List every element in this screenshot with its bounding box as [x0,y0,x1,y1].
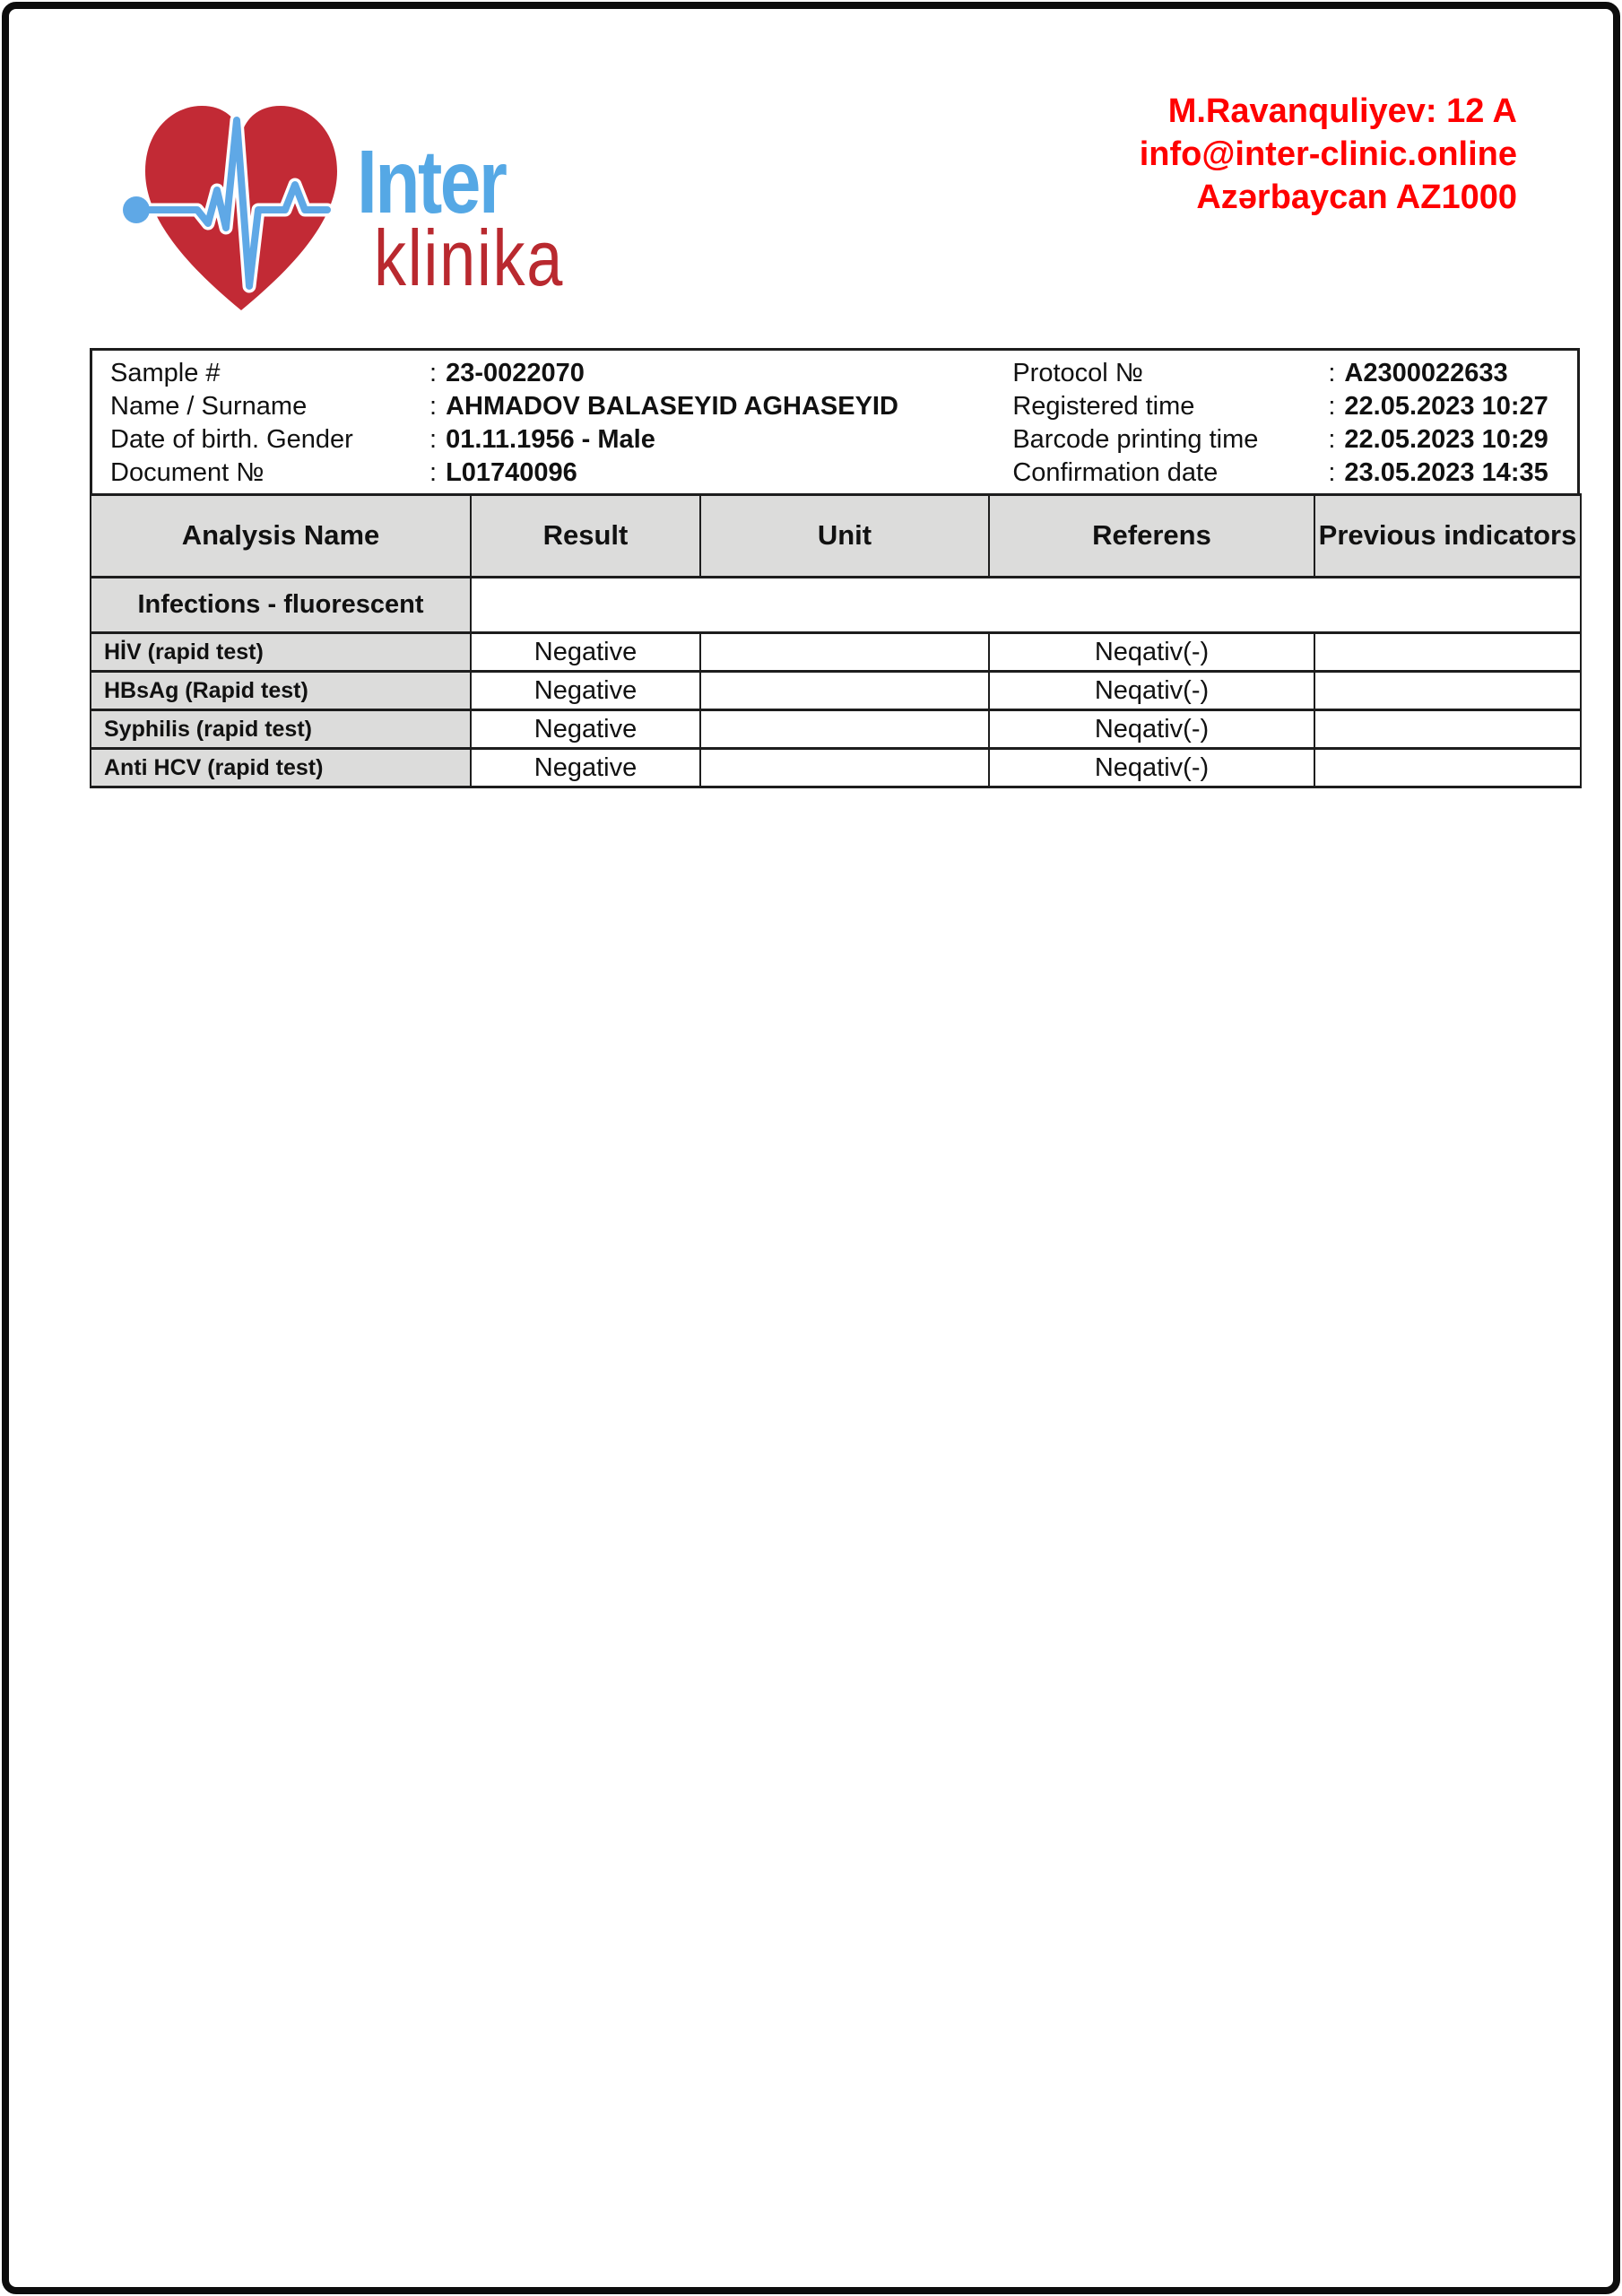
patient-info-right-column [999,357,1577,493]
previous-cell [1314,749,1581,787]
section-title: Infections - fluorescent [91,578,471,633]
sample-value: : 23-0022070 [429,359,585,387]
protocol-value: : A2300022633 [1328,359,1508,387]
registered-value: : 22.05.2023 10:27 [1328,392,1548,421]
confirmation-label: Confirmation date [1012,458,1219,487]
header-unit: Unit [700,495,989,578]
birth-gender-value: : 01.11.1956 - Male [429,425,655,454]
clinic-contact-block [1140,90,1517,219]
referens-cell: Neqativ(-) [989,749,1314,787]
contact-line-email: info@inter-clinic.online [1139,135,1517,173]
header-analysis-name: Analysis Name [91,495,471,578]
analysis-name-cell: HİV (rapid test) [91,633,471,672]
results-table [90,493,1582,788]
header-referens: Referens [989,495,1314,578]
info-row-document [110,457,999,490]
table-row [91,672,1581,710]
table-row [91,710,1581,749]
previous-cell [1314,672,1581,710]
header-result: Result [471,495,700,578]
protocol-label: Protocol № [1012,359,1143,387]
name-value: : AHMADOV BALASEYID AGHASEYID [429,392,898,421]
result-cell: Negative [471,749,700,787]
registered-label: Registered time [1012,392,1195,421]
heart-ekg-logo-icon [109,84,360,335]
confirmation-value: : 23.05.2023 14:35 [1328,458,1548,487]
analysis-name-cell: Syphilis (rapid test) [91,710,471,749]
document-label: Document № [110,458,265,487]
result-cell: Negative [471,672,700,710]
info-row-barcode [1012,423,1577,457]
barcode-label: Barcode printing time [1012,425,1259,454]
section-row [91,578,1581,633]
info-row-name [110,390,999,423]
logo-text-klinika: klinika [374,213,565,302]
document-value: : L01740096 [429,458,577,487]
unit-cell [700,672,989,710]
sample-label: Sample # [110,359,221,387]
unit-cell [700,749,989,787]
unit-cell [700,710,989,749]
patient-info-left-column [92,357,999,493]
referens-cell: Neqativ(-) [989,672,1314,710]
barcode-value: : 22.05.2023 10:29 [1328,425,1548,454]
results-header-row [91,495,1581,578]
section-row-empty [471,578,1581,633]
info-row-protocol [1012,357,1577,390]
referens-cell: Neqativ(-) [989,633,1314,672]
info-row-confirmation [1012,457,1577,490]
analysis-name-cell: HBsAg (Rapid test) [91,672,471,710]
info-row-birth-gender [110,423,999,457]
analysis-name-cell: Anti HCV (rapid test) [91,749,471,787]
contact-line-country: Azərbaycan AZ1000 [1196,178,1517,216]
name-label: Name / Surname [110,392,308,421]
referens-cell: Neqativ(-) [989,710,1314,749]
unit-cell [700,633,989,672]
info-row-registered [1012,390,1577,423]
patient-info-box [90,348,1580,496]
previous-cell [1314,710,1581,749]
page-border [2,2,1620,2294]
logo-text-inter: Inter [357,132,506,232]
header-previous-indicators: Previous indicators [1314,495,1581,578]
result-cell: Negative [471,710,700,749]
previous-cell [1314,633,1581,672]
table-row [91,633,1581,672]
table-row [91,749,1581,787]
birth-gender-label: Date of birth. Gender [110,425,353,454]
info-row-sample [110,357,999,390]
result-cell: Negative [471,633,700,672]
contact-line-address: M.Ravanquliyev: 12 A [1167,92,1517,130]
